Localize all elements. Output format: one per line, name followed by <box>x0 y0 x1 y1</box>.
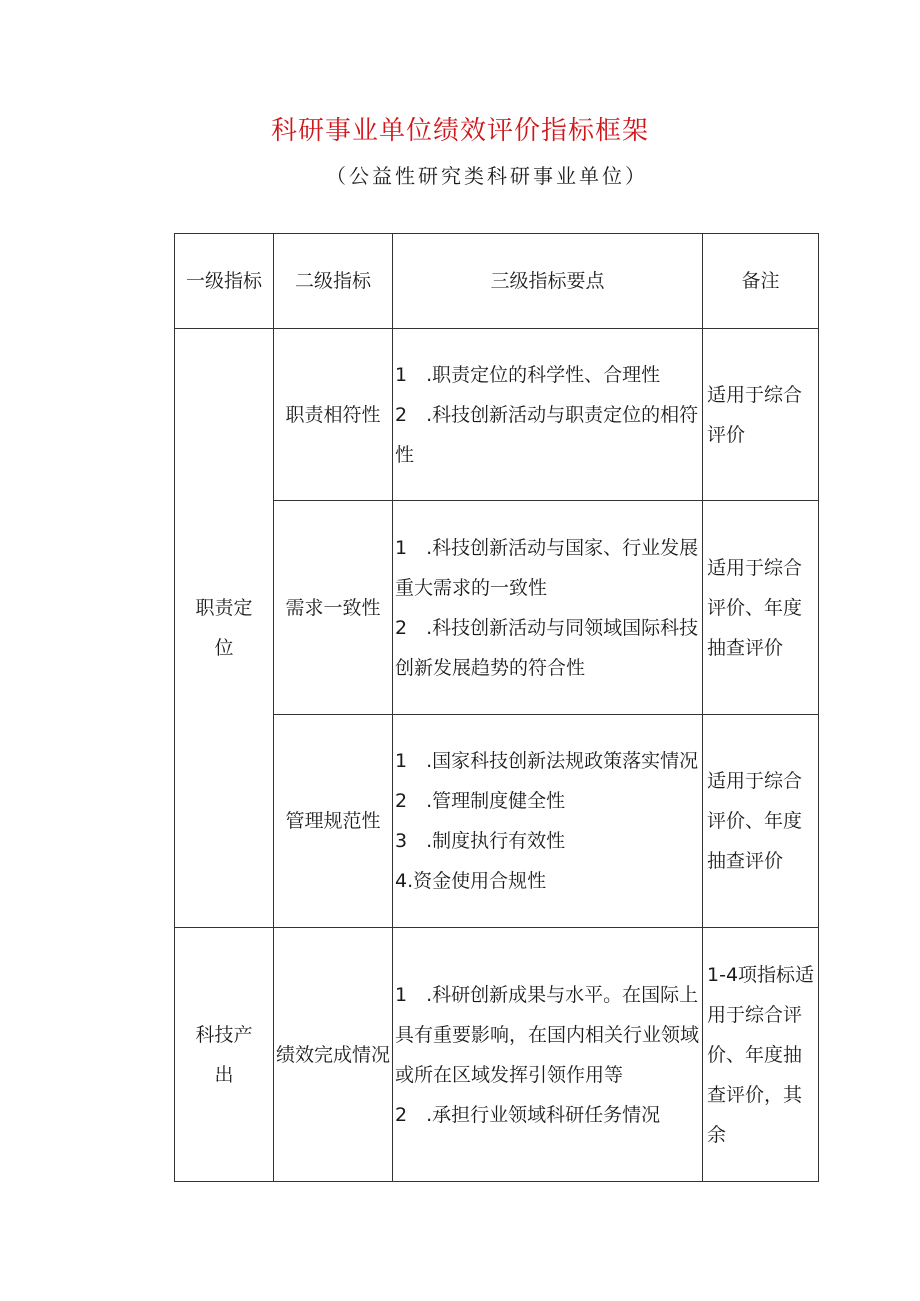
point-item: 1 .国家科技创新法规政策落实情况 <box>395 750 699 772</box>
note-cell: 适用于综合评价 <box>703 329 819 501</box>
point-item: 2 .科技创新活动与职责定位的相符性 <box>395 403 699 466</box>
point-item: 4.资金使用合规性 <box>395 870 547 892</box>
point-item: 2 .科技创新活动与同领域国际科技创新发展趋势的符合性 <box>395 616 699 679</box>
document-title: 科研事业单位绩效评价指标框架 <box>270 116 649 146</box>
header-notes: 备注 <box>703 234 819 329</box>
points-cell <box>393 329 703 501</box>
level1-cell: 职责定位 <box>175 329 274 928</box>
header-level1: 一级指标 <box>175 234 274 329</box>
header-level3-points: 三级指标要点 <box>393 234 703 329</box>
header-level2: 二级指标 <box>274 234 393 329</box>
points-cell <box>393 501 703 715</box>
document-subtitle: （公益性研究类科研事业单位） <box>326 164 648 188</box>
note-cell: 适用于综合评价、年度抽查评价 <box>703 715 819 928</box>
table-row <box>175 329 819 501</box>
point-item: 2 .管理制度健全性 <box>395 790 566 812</box>
level1-cell: 科技产出 <box>175 928 274 1182</box>
points-cell <box>393 928 703 1182</box>
level2-cell: 职责相符性 <box>274 329 393 501</box>
note-cell: 1-4项指标适用于综合评价、年度抽查评价，其余 <box>703 928 819 1182</box>
table-header-row <box>175 234 819 329</box>
level2-cell: 绩效完成情况 <box>274 928 393 1182</box>
point-item: 3 .制度执行有效性 <box>395 830 566 852</box>
level2-cell: 需求一致性 <box>274 501 393 715</box>
point-item: 1 .科技创新活动与国家、行业发展重大需求的一致性 <box>395 536 699 599</box>
table-row <box>175 928 819 1182</box>
note-cell: 适用于综合评价、年度抽查评价 <box>703 501 819 715</box>
level2-cell: 管理规范性 <box>274 715 393 928</box>
point-item: 2 .承担行业领域科研任务情况 <box>395 1103 661 1126</box>
points-cell <box>393 715 703 928</box>
point-item: 1 .科研创新成果与水平。在国际上具有重要影响，在国内相关行业领域或所在区域发挥引领作用等 <box>395 983 700 1086</box>
indicator-table <box>174 233 819 1182</box>
point-item: 1 .职责定位的科学性、合理性 <box>395 363 661 386</box>
